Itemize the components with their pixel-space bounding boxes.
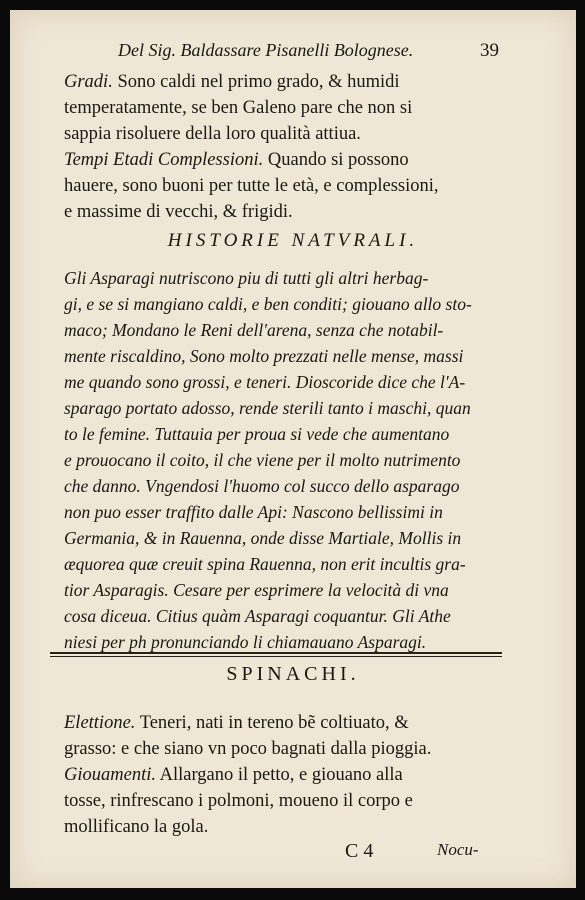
catchword: Nocu- bbox=[437, 840, 479, 859]
line-text: Teneri, nati in tereno bẽ coltiuato, & bbox=[135, 713, 409, 733]
text-line bbox=[64, 739, 431, 760]
text-line: niesi per ph pronunciando li chiamauano Asparagi. bbox=[64, 632, 427, 652]
book-page bbox=[10, 10, 576, 888]
signature-mark: C 4 bbox=[345, 840, 374, 862]
text-line: me quando sono grossi, e teneri. Dioscoride dice che l'A- bbox=[64, 372, 466, 392]
section-title-spinachi: SPINACHI. bbox=[226, 663, 360, 685]
line-text: hauere, sono buoni per tutte le età, e complessioni, bbox=[64, 176, 439, 196]
text-line: maco; Mondano le Reni dell'arena, senza che notabil- bbox=[64, 320, 444, 340]
section-rule bbox=[50, 656, 502, 657]
text-line: mente riscaldino, Sono molto prezzati nelle mense, massi bbox=[64, 346, 464, 366]
text-line bbox=[64, 176, 439, 197]
text-line: to le femine. Tuttauia per proua si vede che aumentano bbox=[64, 424, 450, 444]
line-text: sappia risoluere della loro qualità attiua. bbox=[64, 124, 361, 144]
text-line: sparago portato adosso, rende sterili tanto i maschi, quan bbox=[64, 398, 471, 418]
line-text: grasso: e che siano vn poco bagnati dalla pioggia. bbox=[64, 739, 432, 759]
line-text: e massime di vecchi, & frigidi. bbox=[64, 202, 293, 222]
text-line bbox=[64, 817, 208, 838]
section-title-historie: HISTORIE NATVRALI. bbox=[167, 230, 419, 251]
text-line bbox=[64, 98, 412, 119]
text-line: cosa diceua. Citius quàm Asparagi coquantur. Gli Athe bbox=[64, 606, 451, 626]
text-line bbox=[64, 791, 413, 812]
text-line bbox=[64, 150, 409, 171]
text-line: non puo esser traffito dalle Api: Nascono bellissimi in bbox=[64, 502, 443, 522]
text-line bbox=[64, 765, 403, 786]
text-line: Germania, & in Rauenna, onde disse Martiale, Mollis in bbox=[64, 528, 462, 548]
text-line: gi, e se si mangiano caldi, e ben conditi; giouano allo sto- bbox=[64, 294, 472, 314]
line-text: mollificano la gola. bbox=[64, 817, 209, 837]
text-line: Gli Asparagi nutriscono piu di tutti gli altri herbag- bbox=[64, 268, 429, 288]
text-line: e prouocano il coito, il che viene per il molto nutrimento bbox=[64, 450, 461, 470]
text-line: tior Asparagis. Cesare per esprimere la velocità di vna bbox=[64, 580, 449, 600]
text-line: æquorea quæ creuit spina Rauenna, non erit incultis gra- bbox=[64, 554, 466, 574]
text-line bbox=[64, 72, 400, 93]
line-text: Allargano il petto, e giouano alla bbox=[155, 765, 403, 785]
line-label: Gradi. bbox=[64, 72, 113, 92]
running-title: Del Sig. Baldassare Pisanelli Bolognese. bbox=[118, 40, 414, 60]
page-number: 39 bbox=[480, 40, 499, 61]
line-text: tosse, rinfrescano i polmoni, moueno il corpo e bbox=[64, 791, 413, 811]
line-text: temperatamente, se ben Galeno pare che non si bbox=[64, 98, 413, 118]
line-text: Sono caldi nel primo grado, & humidi bbox=[112, 72, 400, 92]
line-text: Quando si possono bbox=[263, 150, 409, 170]
text-line bbox=[64, 124, 361, 145]
line-label: Giouamenti. bbox=[64, 765, 156, 785]
text-line bbox=[64, 202, 293, 223]
text-line bbox=[64, 713, 409, 734]
line-label: Elettione. bbox=[64, 713, 136, 733]
section-rule bbox=[50, 652, 502, 654]
line-label: Tempi Etadi Complessioni. bbox=[64, 150, 264, 170]
text-line: che danno. Vngendosi l'huomo col succo dello asparago bbox=[64, 476, 460, 496]
